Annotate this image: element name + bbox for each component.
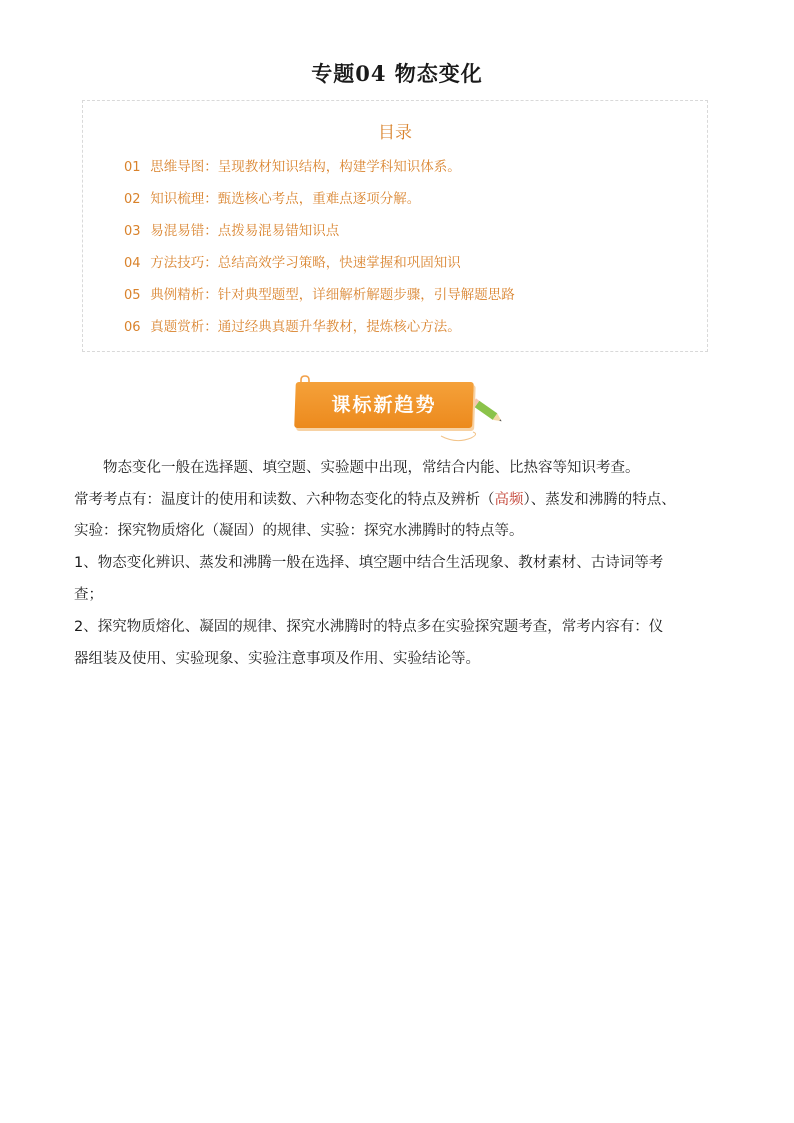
list-item-continuation: 查； [74, 587, 103, 603]
paragraph [74, 490, 724, 510]
toc-item [124, 155, 461, 175]
toc-item-number: 06 [124, 320, 141, 335]
toc-item [124, 219, 339, 239]
list-item: 1、物态变化辨识、蒸发和沸腾一般在选择、填空题中结合生活现象、教材素材、古诗词等考 [74, 555, 664, 571]
paragraph-text: ）、蒸发和沸腾的特点、 [523, 492, 676, 508]
toc-item-text: 方法技巧：总结高效学习策略，快速掌握和巩固知识 [150, 255, 461, 271]
toc-item-number: 01 [124, 160, 141, 175]
toc-item-number: 04 [124, 256, 141, 271]
paragraph-line: 实验：探究物质熔化（凝固）的规律、实验：探究水沸腾时的特点等。 [74, 523, 524, 539]
banner-label: 课标新趋势 [331, 394, 437, 416]
toc-item [124, 283, 515, 303]
toc-item-number: 05 [124, 288, 141, 303]
page-title: 专题04 物态变化 [311, 61, 483, 86]
toc-item-text: 易混易错：点拨易混易错知识点 [150, 223, 340, 239]
toc-item-text: 知识梳理：甄选核心考点，重难点逐项分解。 [150, 191, 421, 207]
paragraph-text: 常考考点有：温度计的使用和读数、六种物态变化的特点及辨析（ [74, 492, 495, 508]
toc-heading: 目录 [378, 123, 412, 143]
list-item: 2、探究物质熔化、凝固的规律、探究水沸腾时的特点多在实验探究题考查，常考内容有：仪 [74, 619, 664, 635]
list-item-continuation: 器组装及使用、实验现象、实验注意事项及作用、实验结论等。 [74, 651, 480, 667]
toc-item [124, 315, 461, 335]
toc-item-text: 典例精析：针对典型题型，详细解析解题步骤，引导解题思路 [150, 287, 515, 303]
pencil-icon [471, 398, 503, 424]
toc-item-text: 思维导图：呈现教材知识结构，构建学科知识体系。 [150, 159, 461, 175]
table-of-contents [82, 100, 708, 352]
section-banner [291, 374, 511, 446]
toc-item [124, 187, 420, 207]
toc-item-number: 02 [124, 192, 141, 207]
toc-item-text: 真题赏析：通过经典真题升华教材，提炼核心方法。 [150, 319, 461, 335]
toc-item [124, 251, 461, 271]
highlight-text: 高频 [494, 492, 524, 508]
paragraph: 物态变化一般在选择题、填空题、实验题中出现，常结合内能、比热容等知识考查。 [103, 460, 640, 476]
toc-item-number: 03 [124, 224, 141, 239]
